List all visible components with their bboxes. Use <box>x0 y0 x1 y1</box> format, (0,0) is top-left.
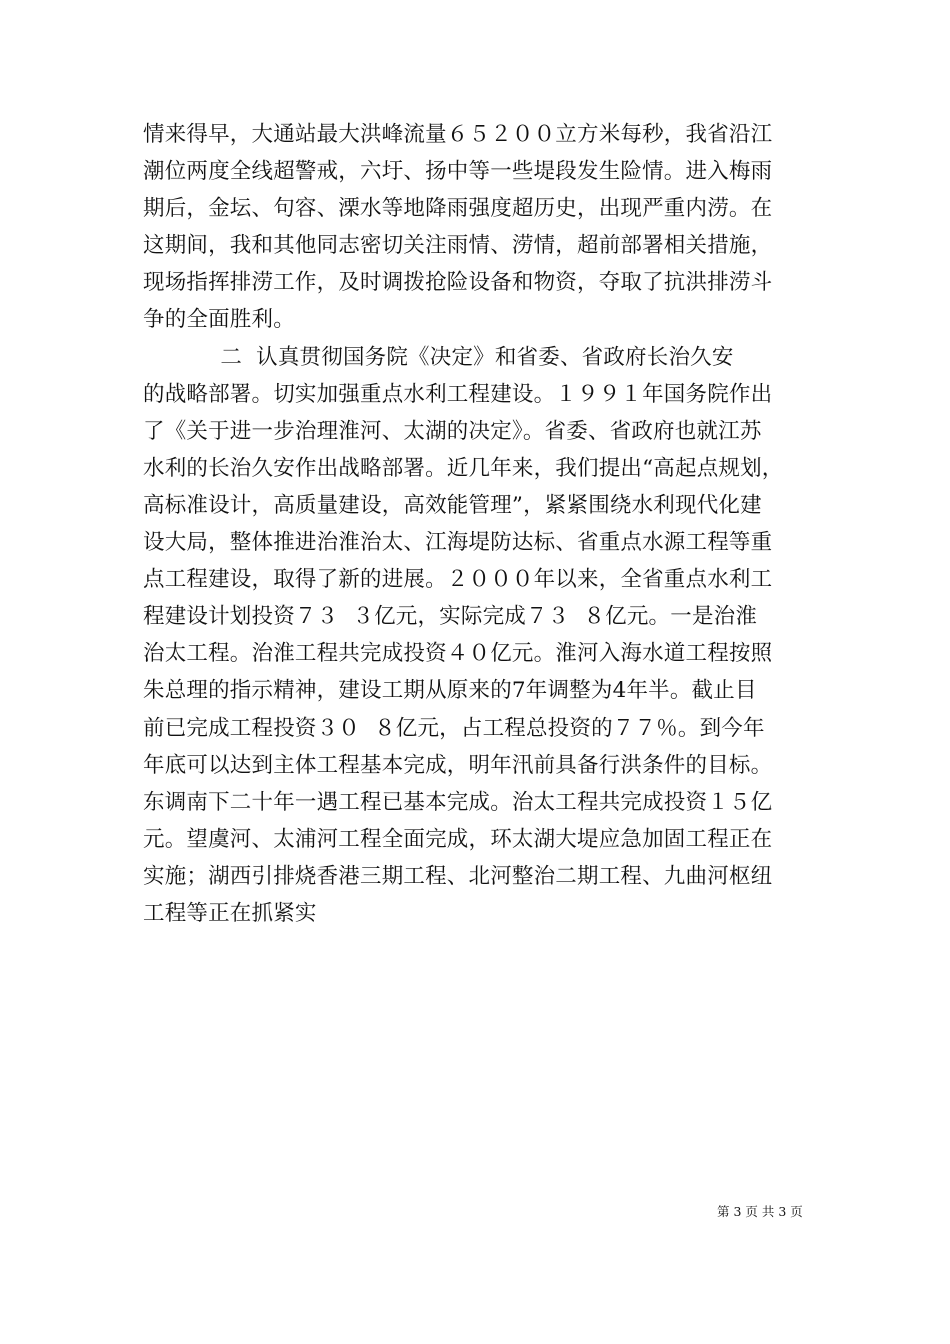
section-heading-line: 二 认真贯彻国务院《决定》和省委、省政府长治久安 <box>143 344 734 370</box>
text-line: 东调南下二十年一遇工程已基本完成。治太工程共完成投资１５亿 <box>143 789 773 815</box>
text-line: 的战略部署。切实加强重点水利工程建设。１９９１年国务院作出 <box>143 381 773 407</box>
text-line: 程建设计划投资７３ ３亿元，实际完成７３ ８亿元。一是治淮 <box>143 604 758 630</box>
text-line: 朱总理的指示精神，建设工期从原来的7年调整为4年半。截止目 <box>143 678 757 704</box>
text-line: 实施；湖西引排烧香港三期工程、北河整治二期工程、九曲河枢纽 <box>143 863 773 889</box>
text-line: 点工程建设，取得了新的进展。２０００年以来，全省重点水利工 <box>143 567 773 593</box>
text-line: 这期间，我和其他同志密切关注雨情、涝情，超前部署相关措施， <box>143 233 773 259</box>
text-line: 情来得早，大通站最大洪峰流量６５２００立方米每秒，我省沿江 <box>143 122 773 147</box>
page-number: 第 3 页 共 3 页 <box>717 1204 803 1219</box>
body-text <box>143 116 823 932</box>
text-line: 水利的长治久安作出战略部署。近几年来，我们提出“高起点规划， <box>143 455 784 481</box>
text-line: 了《关于进一步治理淮河、太湖的决定》。省委、省政府也就江苏 <box>143 418 762 444</box>
text-line: 元。望虞河、太浦河工程全面完成，环太湖大堤应急加固工程正在 <box>143 826 773 852</box>
text-line: 争的全面胜利。 <box>143 307 295 333</box>
text-line: 高标准设计，高质量建设，高效能管理”，紧紧围绕水利现代化建 <box>143 492 762 518</box>
text-line: 年底可以达到主体工程基本完成，明年汛前具备行洪条件的目标。 <box>143 752 773 778</box>
text-line: 治太工程。治淮工程共完成投资４０亿元。淮河入海水道工程按照 <box>143 641 773 667</box>
text-line: 现场指挥排涝工作，及时调拨抢险设备和物资，夺取了抗洪排涝斗 <box>143 270 773 296</box>
text-line: 潮位两度全线超警戒，六圩、扬中等一些堤段发生险情。进入梅雨 <box>143 159 773 185</box>
text-line: 工程等正在抓紧实 <box>143 900 317 926</box>
text-line: 设大局，整体推进治淮治太、江海堤防达标、省重点水源工程等重 <box>143 530 773 556</box>
text-line: 前已完成工程投资３０ ８亿元，占工程总投资的７７％。到今年 <box>143 715 765 741</box>
text-line: 期后，金坛、句容、溧水等地降雨强度超历史，出现严重内涝。在 <box>143 196 773 222</box>
